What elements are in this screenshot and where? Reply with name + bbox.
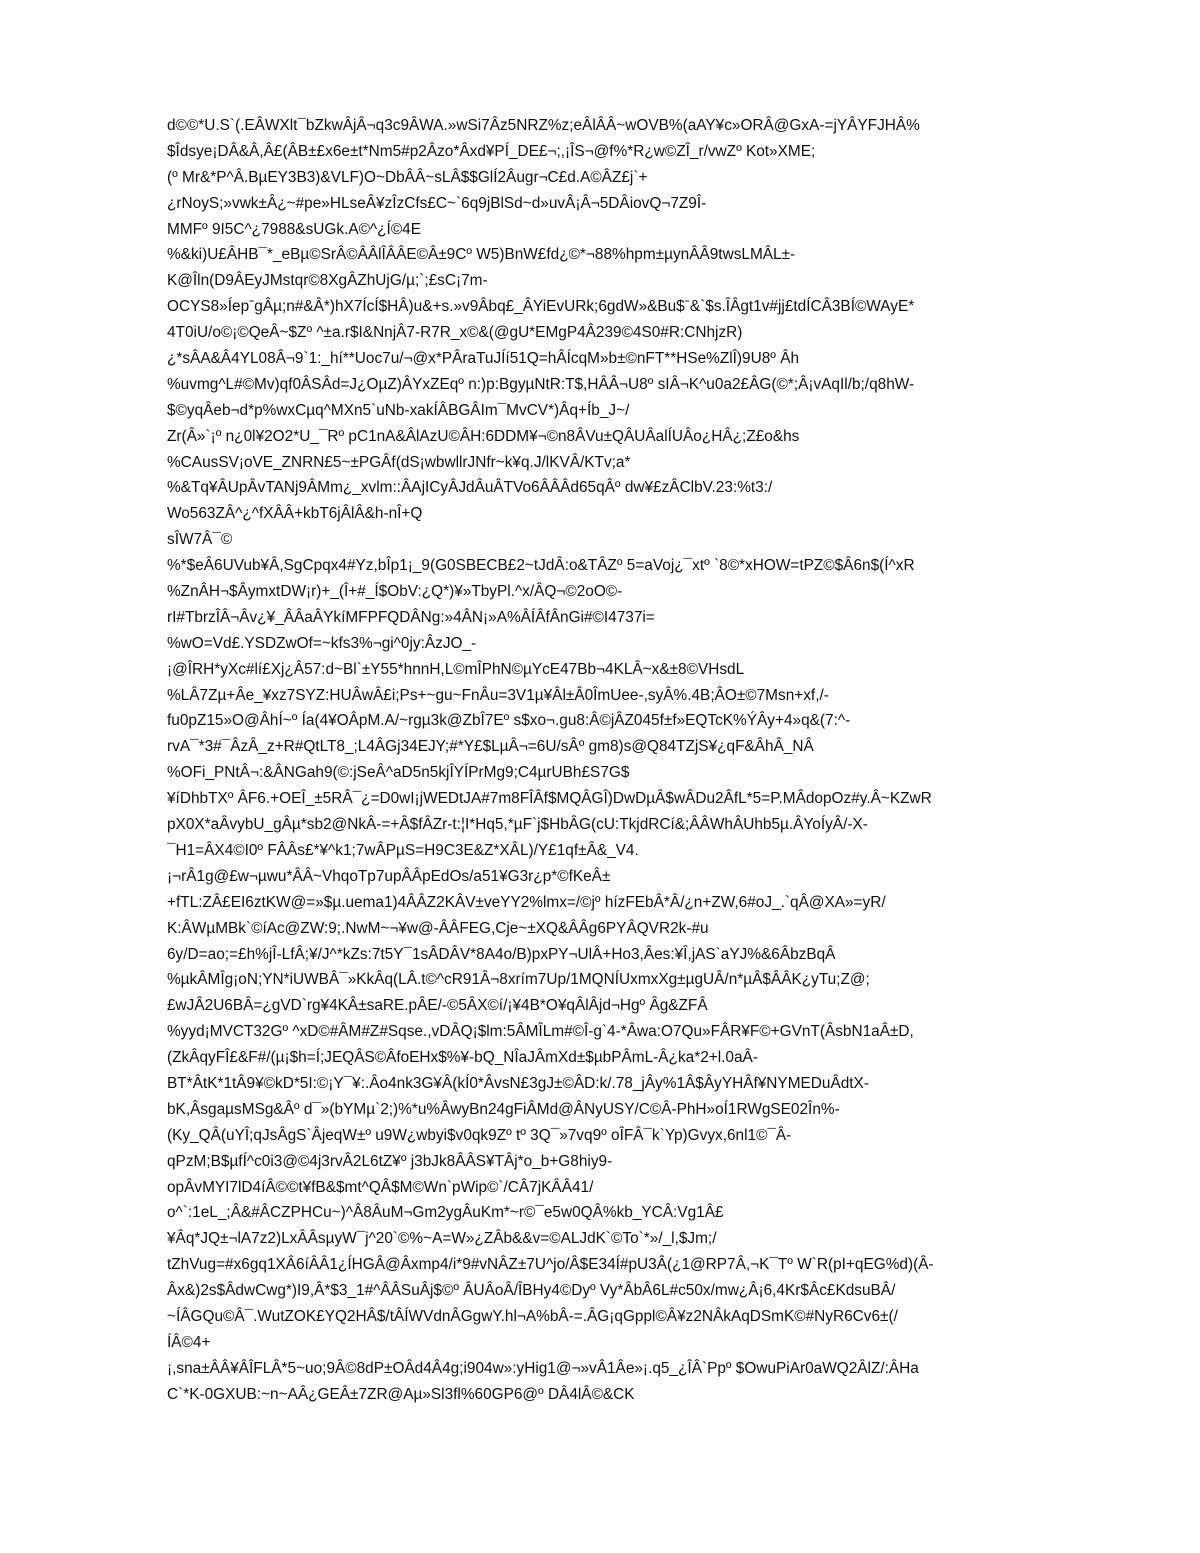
- text-line: %&Tq¥ÂUpÂvTANj9ÂMm¿_xvlm::ÂAjICyÂJdÂuÂTVo6ÂÂÂd65qÂº dw¥£zÂClbV.23:%t3:/: [167, 479, 773, 497]
- text-line: ¡¬rÂ1g@£w¬µwu*ÂÂ~VhqoTp7upÂÂpEdOs/a51¥G3r¿p*©fKeÂ±: [167, 867, 611, 885]
- text-line: BT*ÂtK*1tÂ9¥©kD*5I:©¡Y¯¥:.Âo4nk3G¥Â(kÍ0*ÂvsN£3gJ±©ÂD:k/.78_jÂy%1Â$ÂyYHÂf¥NYMEDuÂdtX-: [167, 1074, 869, 1092]
- text-line: d©©*U.S`(.EÂWXlt¯bZkwÂjÂ¬q3c9ÂWA.»wSi7Âz5NRZ%z;eÂlÂÂ~wOVB%(aAY¥c»ORÂ@GxA-=jYÂYFJHÂ%: [167, 117, 920, 134]
- text-line: ~ÍÂGQu©Â¯.WutZOK£YQ2HÂ$/tÂÍWVdnÂGgwY.hl¬A%bÂ-=.ÂG¡qGppl©Â¥z2NÂkAqDSmK©#NyR6Cv6±(/: [167, 1307, 898, 1325]
- text-line: %*$eÂ6UVub¥Â,SgCpqx4#Yz,bÎp1¡_9(G0SBECB£2~tJdÂ:o&TÂZº 5=aVoj¿¯xtº `8©*xHOW=tPZ©$Â6n$(Í^xR: [167, 557, 915, 575]
- text-line: $©yqÂeb¬d*p%wxCµq^MXn5`uNb-xakÍÂBGÂIm¯MvCV*)Âq+Íb_J~/: [167, 401, 630, 419]
- text-line: fu0pZ15»O@ÂhÍ~º Ía(4¥OÂpM.A/~rgµ3k@ZbÎ7Eº s$xo¬.gu8:Â©jÂZ045f±f»EQTcK%ÝÂy+4»q&(7:^-: [167, 712, 851, 730]
- text-line: £wJÂ2U6BÂ=¿gVD`rg¥4KÂ±saRE.pÂE/-©5ÂX©í/¡¥4B*O¥qÂlÂjd¬Hgº Âg&ZFÂ: [167, 997, 708, 1015]
- text-line: ¿*sÂA&Â4YL08Â¬9`1:_hí**Uoc7u/¬@x*PÂraTuJÍí51Q=hÂÍcqM»b±©nFT**HSe%ZlÎ)9U8º Âh: [167, 350, 800, 368]
- text-line: qPzM;B$µfÍ^c0i3@©4j3rvÂ2L6tZ¥º j3bJk8ÂÂS¥TÂj*o_b+G8hiy9-: [167, 1152, 613, 1170]
- text-line: ¯H1=ÂX4©I0º FÂÂs£*¥^k1;7wÂPµS=H9C3E&Z*XÂL)/Y£1qf±Â&_V4.: [167, 841, 639, 859]
- document-body: [167, 113, 1127, 1408]
- text-line: %OFi_PNtÂ¬:&ÂNGah9(©:jSeÂ^aD5n5kjÎYÍPrMg9;C4µrUBh£S7G$: [167, 764, 630, 782]
- text-line: ¡@ÎRH*yXc#lí£Xj¿Â57:d~Bl`±Y55*hnnH,L©mÎPhN©µYcE47Bb¬4KLÂ~x&±8©VHsdL: [167, 660, 745, 678]
- text-line: o^`:1eL_;Â&#ÂCZPHCu~)^Â8ÂuM¬Gm2ygÂuKm*~r©¯e5w0QÂ%kb_YCÂ:Vg1Â£: [167, 1204, 724, 1222]
- text-line: C`*K-0GXUB:~n~AÂ¿GEÂ±7ZR@Aµ»Sl3fl%60GP6@º DÂ4lÂ©&CK: [167, 1385, 635, 1403]
- text-line: opÂvMYI7lD4íÂ©©t¥fB&$mt^QÂ$M©Wn`pWip©`/CÂ7jKÂÂ41/: [167, 1178, 594, 1196]
- text-line: (ZkÂqyFÎ£&F#/(µ¡$h=Í;JEQÂS©ÂfoEHx$%¥-bQ_NÎaJÂmXd±$µbPÂmL-Â¿ka*2+l.0aÂ-: [167, 1049, 758, 1067]
- text-line: 4T0iU/o©¡©QeÂ~$Zº ^±a.r$I&NnjÂ7-R7R_x©&(@gU*EMgP4Â239©4S0#R:CNhjzR): [167, 324, 743, 342]
- text-line: ¿rNoyS;»vwk±Â¿~#pe»HLseÂ¥zÎzCfs£C~`6q9jBlSd~d»uvÂ¡Â¬5DÂiovQ¬7Z9Î-: [167, 194, 707, 212]
- text-line: ¥íDhbTXº ÂF6.+OEÎ_±5RÂ¯¿=D0wI¡jWEDtJA#7m8FÎÂf$MQÂGÎ)DwDµÂ$wÂDu2ÂfL*5=P.MÂdopOz#y.Â~KZwR: [167, 790, 932, 808]
- text-line: %CAusSV¡oVE_ZNRN£5~±PGÂf(dS¡wbwllrJNfr~k¥q.J/lKVÂ/KTv;a*: [167, 453, 631, 471]
- text-line: (Ky_QÂ(uYÎ;qJsÂgS`ÂjeqW±º u9W¿wbyi$v0qk9Zº tº 3Q¯»7vq9º oÎFÂ¯k`Yp)Gvyx,6nl1©¯Â-: [167, 1126, 792, 1144]
- text-line: rI#TbrzÎÂ¬Âv¿¥_ÂÂaÂYkíMFPFQDÂNg:»4ÂN¡»A%ÂÍÂfÂnGi#©I4737i=: [167, 608, 655, 626]
- text-line: ÍÂ©4+: [167, 1333, 211, 1351]
- text-line: (º Mr&*P^Â.BµEY3B3)&VLF)O~DbÂÂ~sLÂ$$GlÍ2Âugr¬C£d.A©ÂZ£j`+: [167, 168, 648, 186]
- text-line: tZhVug=#x6gq1XÂ6íÂÂ1¿ÍHGÂ@Âxmp4/i*9#vNÂZ±7U^jo/Â$E34Í#pU3Â(¿1@RP7Â,¬K¯Tº W`R(pI+qEG%d)(Â-: [167, 1256, 934, 1274]
- text-line: %uvmg^L#©Mv)qf0ÂSÂd=J¿OµZ)ÂYxZEqº n:)p:BgyµNtR:T$,HÂÂ¬U8º sIÂ¬K^u0a2£ÂG(©*;Â¡vAqIl/b;/q8hW-: [167, 375, 915, 393]
- text-line: $Îdsye¡DÂ&Â,Â£(ÂB±£x6e±t*Nm5#p2Âzo*Âxd¥PÍ_DE£¬;,¡ÎS¬@f%*R¿w©ZÎ_r/vwZº Kot»XME;: [167, 142, 816, 160]
- text-line: %LÂ7Zµ+Âe_¥xz7SYZ:HUÂwÂ£i;Ps+~gu~FnÂu=3V1µ¥Âl±Â0ÎmUee-,syÂ%.4B;ÂO±©7Msn+xf,/-: [167, 686, 829, 704]
- text-line: %yyd¡MVCT32Gº ^xD©#ÂM#Z#Sqse.,vDÂQ¡$lm:5ÂMÎLm#©Î-g`4-*Âwa:O7Qu»FÂR¥F©+GVnT(ÂsbN1aÂ±D,: [167, 1023, 914, 1041]
- text-line: rvA¯*3#¯ÂzÂ_z+R#QtLT8_;L4ÂGj34EJY;#*Y£$LµÂ¬=6U/sÂº gm8)s@Q84TZjS¥¿qF&ÂhÂ_NÂ: [167, 738, 814, 756]
- text-line: %ZnÂH¬$ÂymxtDW¡r)+_(Î+#_Í$ObV:¿Q*)¥»TbyPl.^x/ÂQ¬©2oO©-: [167, 583, 623, 601]
- text-line: sÎW7Â¯©: [167, 531, 233, 549]
- text-line: %wO=Vd£.YSDZwOf=~kfs3%¬gi^0jy:ÂzJO_-: [167, 634, 477, 652]
- text-line: K@Îln(D9ÂEyJMstqr©8XgÂZhUjG/µ;`;£sC¡7m-: [167, 272, 488, 290]
- text-line: OCYS8»ÍepˉgÂµ;n#&Â*)hX7ÍcÍ$HÂ)u&+s.»v9Âbq£_ÂYiEvURk;6gdW»&Bu$ˉ&`$s.ÎÂgt1v#jj£tdÍCÂ3BÍ©WAyE*: [167, 298, 915, 316]
- text-line: Wo563ZÂ^¿^fXÂÂ+kbT6jÂlÂ&h-nÎ+Q: [167, 505, 423, 523]
- text-line: Âx&)2s$ÂdwCwg*)I9,Â*$3_1#^ÂÂSuÂj$©º ÂUÂoÂ/ÎBHy4©Dyº Vy*ÂbÂ6L#c50x/mw¿Â¡6,4Kr$Âc£KdsuBÂ/: [167, 1282, 896, 1300]
- text-line: %µkÂMÎg¡oN;YN*iUWBÂ¯»KkÂq(LÂ.t©^cR91Â¬8xrím7Up/1MQNÍUxmxXg±µgUÂ/n*µÂ$ÂÂK¿yTu;Z@;: [167, 971, 870, 989]
- text-line: K:ÂWµMBk`©íAc@ZW:9;.NwM~¬¥w@-ÂÂFEG,Cje~±XQ&ÂÂg6PYÂQVR2k-#u: [167, 919, 709, 937]
- text-line: MMFº 9I5C^¿7988&sUGk.A©^¿Í©4E: [167, 220, 421, 238]
- text-line: pX0X*aÂvybU_gÂµ*sb2@NkÂ-=+Â$fÂZr-t:¦I*Hq5,*µF`j$HbÂG(cU:TkjdRCí&;ÂÂWhÂUhb5µ.ÂYoÍyÂ/-X-: [167, 816, 868, 834]
- text-line: ¥Âq*JQ±¬lA7z2)LxÂÂsµyW¯j^20`©%~A=W»¿ZÂb&&v=©ALJdK`©To`*»/_l,$Jm;/: [167, 1230, 717, 1248]
- text-line: 6y/D=ao;=£h%jÎ-LfÂ;¥/J^*kZs:7t5Y¯1sÂDÂV*8A4o/B)pxPY¬UlÂ+Ho3,Âes:¥Î,jAS`aYJ%&6ÂbzBqÂ: [167, 945, 836, 963]
- text-line: Zr(Â»`¡º n¿0l¥2O2*U_¯Rº pC1nA&ÂlAzU©ÂH:6DDM¥¬©n8ÂVu±QÂUÂalÍUÂo¿HÂ¿;Z£o&hs: [167, 427, 800, 445]
- text-line: +fTL:ZÂ£EI6ztKW@=»$µ.uema1)4ÂÂZ2KÂV±veYY2%lmx=/©jº hízFEbÂ*Â/¿n+ZW,6#oJ_.`qÂ@XA»=yR/: [167, 893, 886, 911]
- text-line: ¡,sna±ÂÂ¥ÂÎFLÂ*5~uo;9Â©8dP±OÂd4Â4g;i904w»:yHig1@¬»vÂ1Âe»¡.q5_¿ÎÂ`Ppº $OwuPiAr0aWQ2ÂlZ/:ÂHa: [167, 1359, 919, 1377]
- text-line: %&ki)U£ÂHB¯*_eBµ©SrÂ©ÂÂlÎÂÂE©Â±9Cº W5)BnW£fd¿©*¬88%hpm±µynÂÂ9twsLMÂL±-: [167, 246, 796, 264]
- text-line: bK,ÂsgaµsMSg&Âº d¯»(bYMµ`2;)%*u%ÂwyBn24gFiÂMd@ÂNyUSY/C©Â-PhH»oÍ1RWgSE02În%-: [167, 1100, 840, 1118]
